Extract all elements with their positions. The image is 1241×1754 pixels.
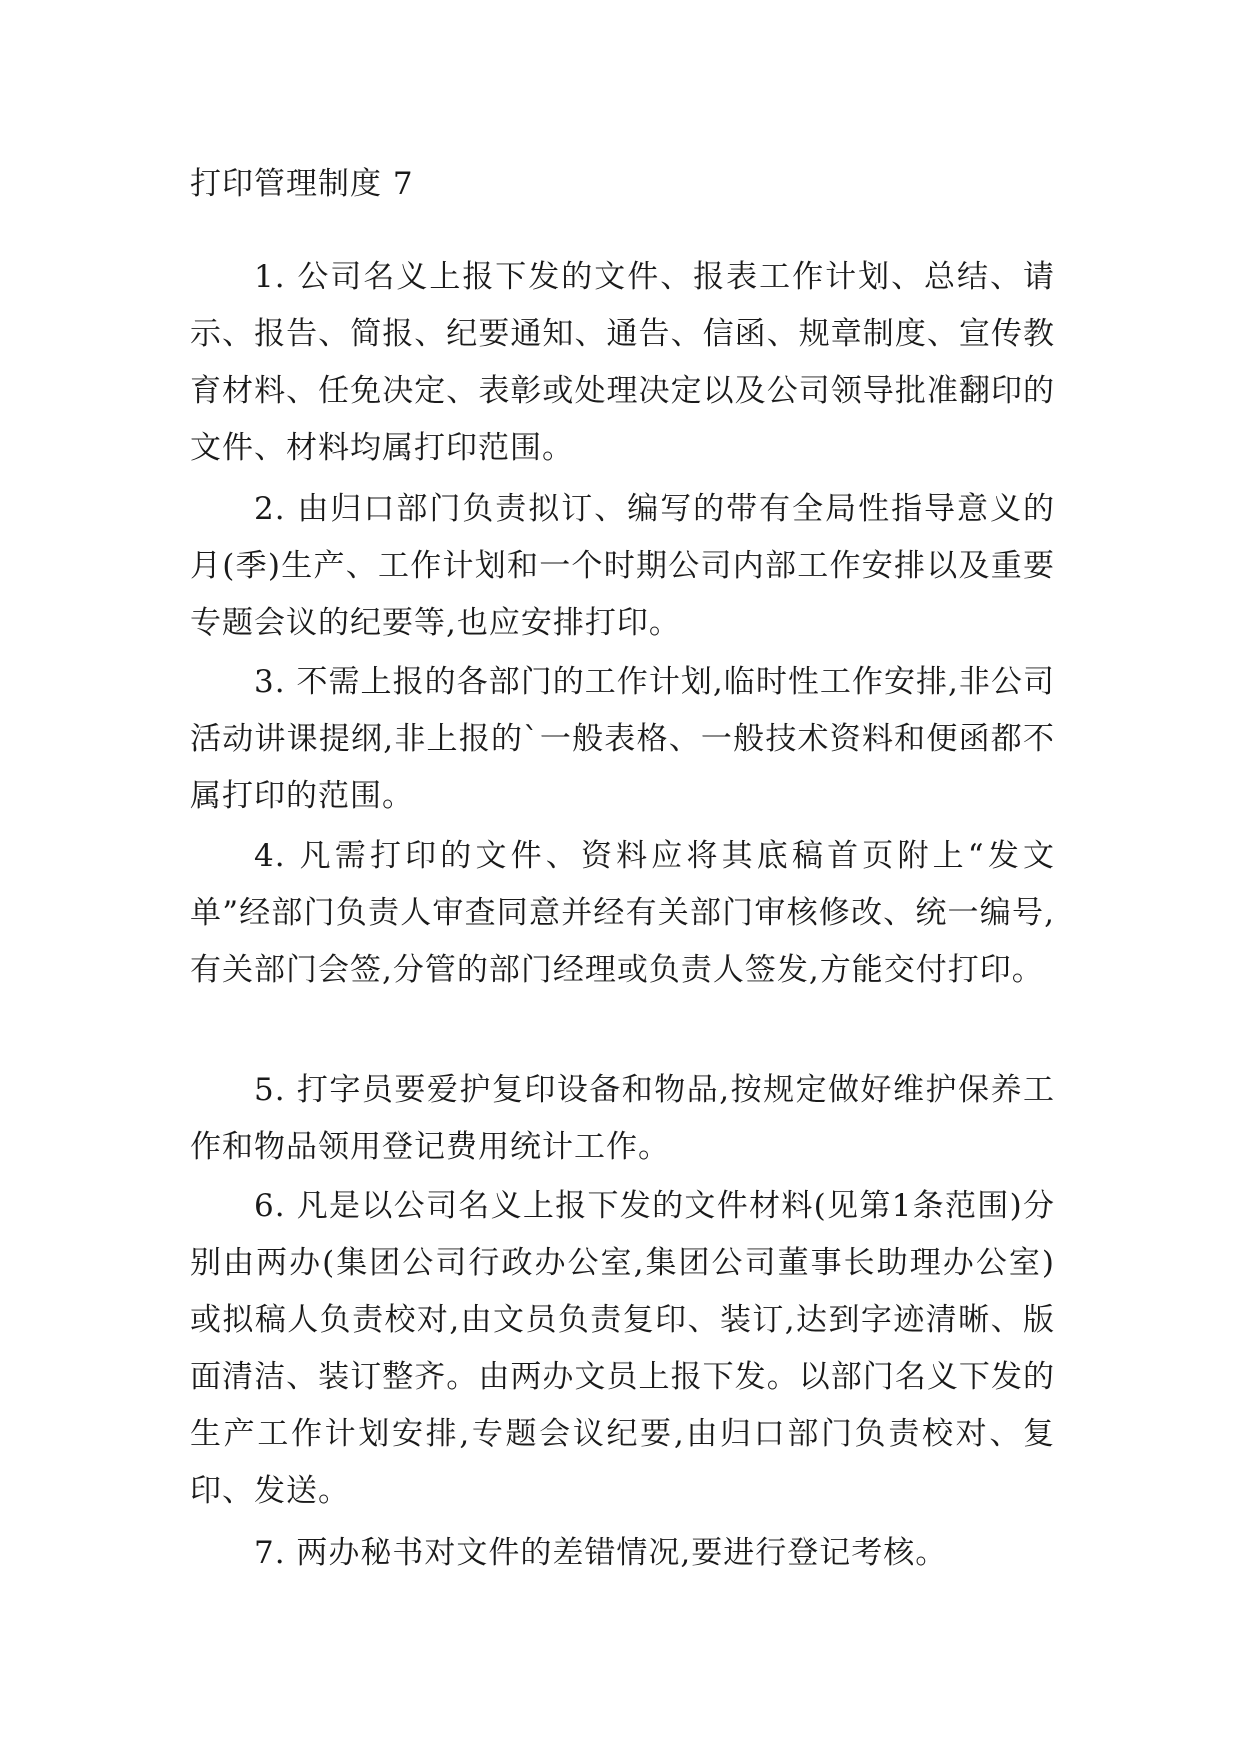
paragraph-6: 6. 凡是以公司名义上报下发的文件材料(见第1条范围)分别由两办(集团公司行政办公室,集团公司董事长助理办公室)或拟稿人负责校对,由文员负责复印、装订,达到字迹清晰、版面清洁、装订整齐。由两办文员上报下发。以部门名义下发的生产工作计划安排,专题会议纪要,由归口部门负责校对、复印、发送。: [190, 1188, 1055, 1509]
paragraph-5: 5. 打字员要爱护复印设备和物品,按规定做好维护保养工作和物品领用登记费用统计工作。: [190, 1072, 1055, 1165]
paragraph-2: 2. 由归口部门负责拟订、编写的带有全局性指导意义的月(季)生产、工作计划和一个时期公司内部工作安排以及重要专题会议的纪要等,也应安排打印。: [190, 491, 1055, 641]
document-title: 打印管理制度 7: [190, 166, 414, 202]
paragraph-7: 7. 两办秘书对文件的差错情况,要进行登记考核。: [254, 1535, 948, 1571]
paragraph-1: 1. 公司名义上报下发的文件、报表工作计划、总结、请示、报告、简报、纪要通知、通告、信函、规章制度、宣传教育材料、任免决定、表彰或处理决定以及公司领导批准翻印的文件、材料均属打印范围。: [190, 259, 1055, 466]
paragraph-3: 3. 不需上报的各部门的工作计划,临时性工作安排,非公司活动讲课提纲,非上报的`一般表格、一般技术资料和便函都不属打印的范围。: [190, 664, 1055, 814]
paragraph-4: 4. 凡需打印的文件、资料应将其底稿首页附上“发文单”经部门负责人审查同意并经有关部门审核修改、统一编号,有关部门会签,分管的部门经理或负责人签发,方能交付打印。: [190, 838, 1055, 988]
